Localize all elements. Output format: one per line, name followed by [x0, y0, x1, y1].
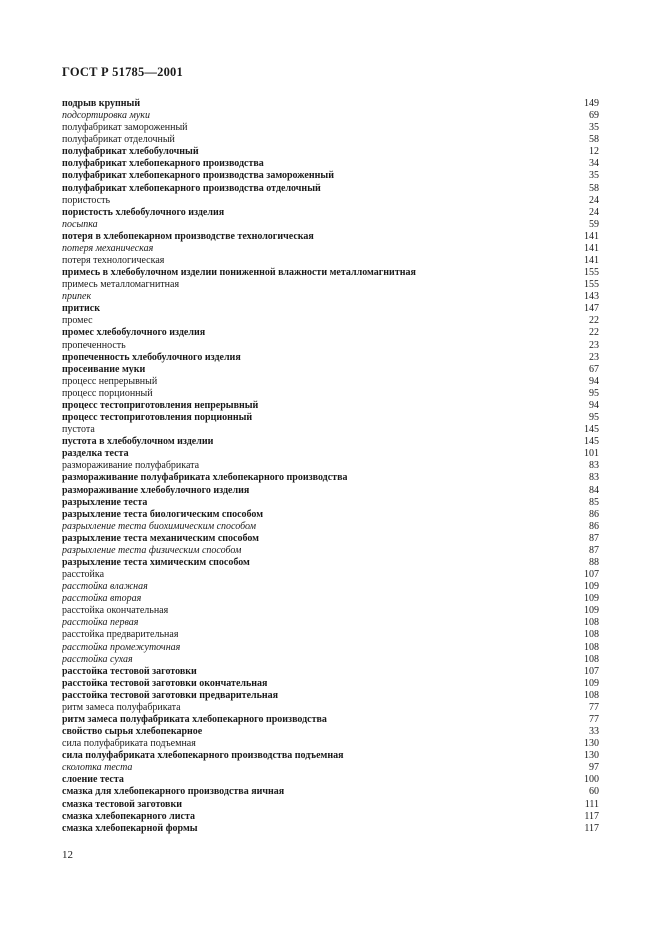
index-page-ref: 84: [589, 484, 599, 496]
index-entry: [62, 207, 599, 219]
index-term: пористость: [62, 194, 110, 206]
index-page-ref: 130: [584, 738, 599, 750]
index-entry: [62, 267, 599, 279]
index-entry: [62, 569, 599, 581]
index-page-ref: 108: [584, 629, 599, 641]
index-page-ref: 117: [584, 810, 599, 822]
index-entry: [62, 146, 599, 158]
index-term: расстойка тестовой заготовки предварительная: [62, 689, 279, 701]
index-entry: [62, 170, 599, 182]
index-term: процесс непрерывный: [62, 375, 158, 387]
index-term: расстойка сухая: [62, 653, 133, 665]
index-page-ref: 60: [589, 786, 599, 798]
index-entry: [62, 485, 599, 497]
index-entry: [62, 195, 599, 207]
index-entry: [62, 762, 599, 774]
index-page-ref: 24: [589, 206, 599, 218]
index-entry: [62, 581, 599, 593]
index-entry: [62, 750, 599, 762]
index-page-ref: 108: [584, 617, 599, 629]
index-entry: [62, 158, 599, 170]
index-entry: [62, 702, 599, 714]
index-term: пустота: [62, 424, 95, 436]
index-page-ref: 88: [589, 556, 599, 568]
index-term: разрыхление теста физическим способом: [62, 544, 242, 556]
index-term: процесс тестоприготовления непрерывный: [62, 399, 259, 411]
index-page-ref: 141: [584, 242, 599, 254]
index-entry: [62, 666, 599, 678]
index-term: смазка хлебопекарной формы: [62, 822, 198, 834]
index-term: размораживание полуфабриката: [62, 460, 200, 472]
index-term: расстойка вторая: [62, 593, 142, 605]
index-entry: [62, 460, 599, 472]
index-entry: [62, 690, 599, 702]
index-page-ref: 69: [589, 110, 599, 122]
index-term: смазка для хлебопекарного производства яичная: [62, 786, 285, 798]
index-page-ref: 141: [584, 255, 599, 267]
index-entry: [62, 122, 599, 134]
index-term: разрыхление теста биологическим способом: [62, 508, 264, 520]
index-entry: [62, 183, 599, 195]
index-page-ref: 22: [589, 315, 599, 327]
index-term: сколотка теста: [62, 762, 133, 774]
index-entry: [62, 110, 599, 122]
index-page-ref: 22: [589, 327, 599, 339]
index-term: смазка тестовой заготовки: [62, 798, 182, 810]
index-page-ref: 145: [584, 436, 599, 448]
index-term: расстойка первая: [62, 617, 139, 629]
index-term: расстойка промежуточная: [62, 641, 181, 653]
index-entry: [62, 315, 599, 327]
index-entry: [62, 521, 599, 533]
index-term: процесс порционный: [62, 387, 153, 399]
index-page-ref: 58: [589, 134, 599, 146]
index-entry: [62, 219, 599, 231]
index-page-ref: 35: [589, 122, 599, 134]
index-entry: [62, 799, 599, 811]
index-page-ref: 145: [584, 424, 599, 436]
index-page-ref: 117: [584, 822, 599, 834]
index-term: ритм замеса полуфабриката: [62, 701, 181, 713]
index-term: подсортировка муки: [62, 110, 150, 122]
index-term: пустота в хлебобулочном изделии: [62, 436, 214, 448]
index-entry: [62, 412, 599, 424]
index-entry: [62, 617, 599, 629]
index-entry: [62, 243, 599, 255]
index-term: полуфабрикат хлебопекарного производства отделочный: [62, 182, 321, 194]
index-term: просеивание муки: [62, 363, 146, 375]
index-term: размораживание полуфабриката хлебопекарного производства: [62, 472, 348, 484]
index-page-ref: 108: [584, 689, 599, 701]
index-term: полуфабрикат замороженный: [62, 122, 188, 134]
index-term: свойство сырья хлебопекарное: [62, 726, 203, 738]
index-term: пористость хлебобулочного изделия: [62, 206, 225, 218]
index-page-ref: 95: [589, 387, 599, 399]
index-page-ref: 35: [589, 170, 599, 182]
index-page-ref: 149: [584, 98, 599, 109]
index-entry: [62, 786, 599, 798]
index-page-ref: 108: [584, 653, 599, 665]
index-term: расстойка: [62, 569, 105, 581]
index-entry: [62, 279, 599, 291]
index-term: расстойка влажная: [62, 581, 148, 593]
index-page-ref: 83: [589, 472, 599, 484]
index-entry: [62, 557, 599, 569]
index-page-ref: 141: [584, 230, 599, 242]
index-term: полуфабрикат хлебобулочный: [62, 146, 199, 158]
index-term: примесь металломагнитная: [62, 279, 180, 291]
index-entry: [62, 774, 599, 786]
index-term: полуфабрикат хлебопекарного производства замороженный: [62, 170, 334, 182]
index-entry: [62, 448, 599, 460]
index-page-ref: 24: [589, 194, 599, 206]
index-page-ref: 143: [584, 291, 599, 303]
index-term: разрыхление теста: [62, 496, 148, 508]
index-entry: [62, 352, 599, 364]
index-page-ref: 86: [589, 520, 599, 532]
index-term: расстойка окончательная: [62, 605, 169, 617]
index-page-ref: 95: [589, 412, 599, 424]
index-entry: [62, 98, 599, 110]
index-entry: [62, 642, 599, 654]
index-page-ref: 59: [589, 218, 599, 230]
index-entry: [62, 376, 599, 388]
index-entry: [62, 472, 599, 484]
index-term: расстойка предварительная: [62, 629, 179, 641]
index-entry: [62, 134, 599, 146]
index-entry: [62, 303, 599, 315]
index-entry: [62, 340, 599, 352]
index-term: потеря механическая: [62, 242, 154, 254]
index-term: примесь в хлебобулочном изделии пониженной влажности металломагнитная: [62, 267, 416, 279]
index-term: размораживание хлебобулочного изделия: [62, 484, 250, 496]
index-page-ref: 94: [589, 399, 599, 411]
index-page-ref: 108: [584, 641, 599, 653]
index-term: промес: [62, 315, 93, 327]
index-page-ref: 109: [584, 677, 599, 689]
index-entry: [62, 231, 599, 243]
index-term: разрыхление теста механическим способом: [62, 532, 259, 544]
index-term: разделка теста: [62, 448, 129, 460]
index-page-ref: 111: [584, 798, 599, 810]
index-entry: [62, 605, 599, 617]
index-page-ref: 147: [584, 303, 599, 315]
index-term: разрыхление теста биохимическим способом: [62, 520, 256, 532]
index-entry: [62, 738, 599, 750]
index-entry: [62, 678, 599, 690]
page-number: 12: [62, 849, 73, 861]
index-page-ref: 109: [584, 605, 599, 617]
index-page-ref: 23: [589, 351, 599, 363]
index-page-ref: 87: [589, 532, 599, 544]
index-entry: [62, 509, 599, 521]
index-page-ref: 83: [589, 460, 599, 472]
index-term: полуфабрикат отделочный: [62, 134, 175, 146]
index-page-ref: 77: [589, 701, 599, 713]
index-page-ref: 109: [584, 593, 599, 605]
index-term: потеря технологическая: [62, 255, 165, 267]
index-page-ref: 107: [584, 569, 599, 581]
index-term: сила полуфабриката хлебопекарного производства подъемная: [62, 750, 344, 762]
index-term: ритм замеса полуфабриката хлебопекарного производства: [62, 713, 327, 725]
index-term: подрыв крупный: [62, 98, 141, 109]
index-page-ref: 107: [584, 665, 599, 677]
index-page-ref: 23: [589, 339, 599, 351]
index-page-ref: 109: [584, 581, 599, 593]
index-entry: [62, 654, 599, 666]
index-term: притиск: [62, 303, 100, 315]
index-term: сила полуфабриката подъемная: [62, 738, 196, 750]
index-entry: [62, 726, 599, 738]
index-term: расстойка тестовой заготовки окончательная: [62, 677, 268, 689]
index-page-ref: 94: [589, 375, 599, 387]
index-entry: [62, 533, 599, 545]
index-page-ref: 85: [589, 496, 599, 508]
index-page-ref: 130: [584, 750, 599, 762]
index-page-ref: 58: [589, 182, 599, 194]
index-entry: [62, 811, 599, 823]
index-page-ref: 77: [589, 713, 599, 725]
document-header: ГОСТ Р 51785—2001: [62, 65, 183, 79]
index-term: припек: [62, 291, 92, 303]
index-term: процесс тестоприготовления порционный: [62, 412, 253, 424]
index-term: смазка хлебопекарного листа: [62, 810, 195, 822]
index-page-ref: 33: [589, 726, 599, 738]
index-page-ref: 34: [589, 158, 599, 170]
index-term: слоение теста: [62, 774, 124, 786]
index-page-ref: 87: [589, 544, 599, 556]
index-term: полуфабрикат хлебопекарного производства: [62, 158, 264, 170]
index-entry: [62, 255, 599, 267]
index-entry: [62, 497, 599, 509]
index-page-ref: 86: [589, 508, 599, 520]
index-entry: [62, 629, 599, 641]
index-page-ref: 67: [589, 363, 599, 375]
index-entry: [62, 400, 599, 412]
index-page-ref: 155: [584, 279, 599, 291]
index-page-ref: 101: [584, 448, 599, 460]
index-page-ref: 100: [584, 774, 599, 786]
index-entry: [62, 823, 599, 835]
index-page-ref: 97: [589, 762, 599, 774]
index-term: посыпка: [62, 218, 98, 230]
index-term: разрыхление теста химическим способом: [62, 556, 250, 568]
index-entry: [62, 388, 599, 400]
index-page-ref: 155: [584, 267, 599, 279]
index-page-ref: 12: [589, 146, 599, 158]
index-entry: [62, 291, 599, 303]
index-term: пропеченность: [62, 339, 126, 351]
index-term: промес хлебобулочного изделия: [62, 327, 206, 339]
index-entry: [62, 714, 599, 726]
term-index-list: [62, 98, 599, 835]
index-entry: [62, 545, 599, 557]
index-term: потеря в хлебопекарном производстве технологическая: [62, 230, 314, 242]
index-term: расстойка тестовой заготовки: [62, 665, 197, 677]
index-entry: [62, 436, 599, 448]
index-term: пропеченность хлебобулочного изделия: [62, 351, 241, 363]
index-entry: [62, 424, 599, 436]
index-entry: [62, 593, 599, 605]
index-entry: [62, 364, 599, 376]
index-entry: [62, 327, 599, 339]
